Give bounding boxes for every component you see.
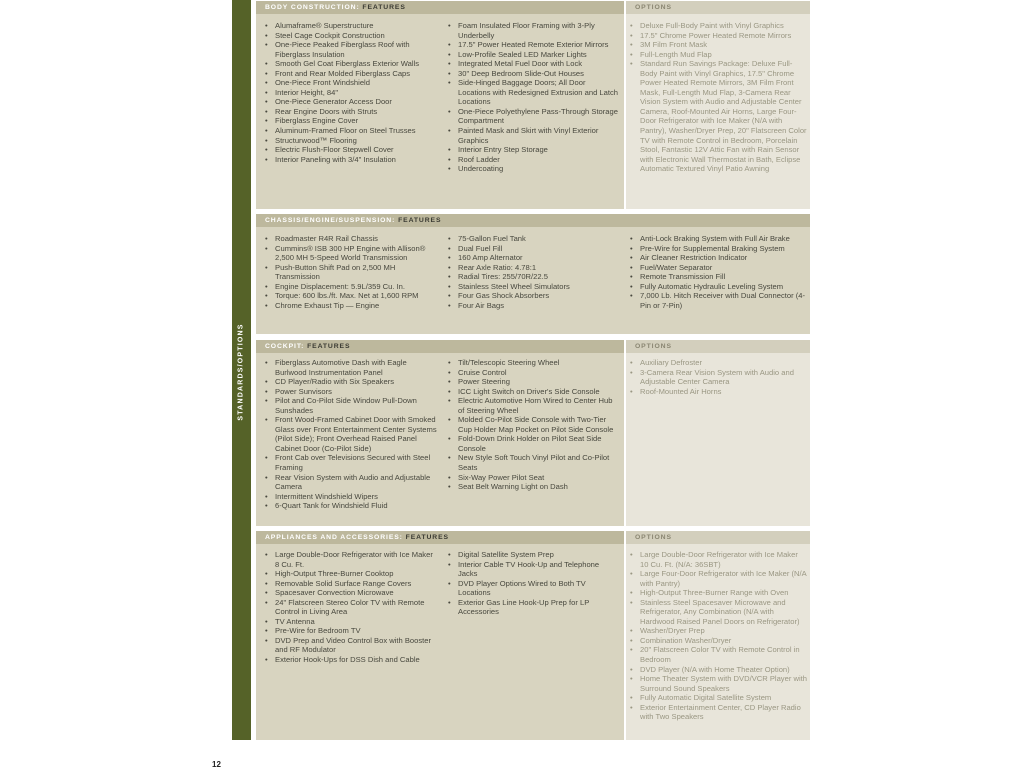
feature-item: • 160 Amp Alternator xyxy=(448,253,620,263)
option-item: • DVD Player (N/A with Home Theater Option) xyxy=(630,665,808,675)
features-list xyxy=(265,21,437,164)
feature-item: • Integrated Metal Fuel Door with Lock xyxy=(448,59,620,69)
feature-item: • 7,000 Lb. Hitch Receiver with Dual Connector (4-Pin or 7-Pin) xyxy=(630,291,808,310)
options-list xyxy=(630,550,808,722)
feature-item: • Fold-Down Drink Holder on Pilot Seat Side Console xyxy=(448,434,620,453)
options-header xyxy=(626,340,810,353)
feature-item: • Rear Vision System with Audio and Adjustable Camera xyxy=(265,473,437,492)
feature-item: • Structurwood™ Flooring xyxy=(265,136,437,146)
feature-item: • Front and Rear Molded Fiberglass Caps xyxy=(265,69,437,79)
feature-item: • High-Output Three-Burner Cooktop xyxy=(265,569,437,579)
option-item: • 3-Camera Rear Vision System with Audio and Adjustable Center Camera xyxy=(630,368,808,387)
feature-item: • One-Piece Front Windshield xyxy=(265,78,437,88)
feature-item: • 17.5" Power Heated Remote Exterior Mirrors xyxy=(448,40,620,50)
section-title: BODY CONSTRUCTION: xyxy=(265,4,360,11)
feature-item: • Fuel/Water Separator xyxy=(630,263,808,273)
feature-item: • 6-Quart Tank for Windshield Fluid xyxy=(265,501,437,511)
feature-item: • 75-Gallon Fuel Tank xyxy=(448,234,620,244)
options-label: OPTIONS xyxy=(635,4,672,11)
feature-item: • Pre-Wire for Supplemental Braking System xyxy=(630,244,808,254)
feature-item: • Pilot and Co-Pilot Side Window Pull-Down Sunshades xyxy=(265,396,437,415)
feature-item: • Exterior Hook-Ups for DSS Dish and Cable xyxy=(265,655,437,665)
feature-item: • Air Cleaner Restriction Indicator xyxy=(630,253,808,263)
feature-item: • Cruise Control xyxy=(448,368,620,378)
option-item: • Combination Washer/Dryer xyxy=(630,636,808,646)
options-list xyxy=(630,358,808,396)
feature-item: • Steel Cage Cockpit Construction xyxy=(265,31,437,41)
option-item: • 20" Flatscreen Color TV with Remote Control in Bedroom xyxy=(630,645,808,664)
feature-item: • Anti-Lock Braking System with Full Air Brake xyxy=(630,234,808,244)
feature-item: • Aluminum-Framed Floor on Steel Trusses xyxy=(265,126,437,136)
feature-item: • Alumaframe® Superstructure xyxy=(265,21,437,31)
feature-item: • Roof Ladder xyxy=(448,155,620,165)
section-chassis xyxy=(256,214,810,334)
section-body-construction xyxy=(256,1,810,209)
feature-item: • Rear Engine Doors with Struts xyxy=(265,107,437,117)
feature-item: • Interior Entry Step Storage xyxy=(448,145,620,155)
option-item: • Deluxe Full-Body Paint with Vinyl Graphics xyxy=(630,21,808,31)
feature-item: • Interior Paneling with 3/4" Insulation xyxy=(265,155,437,165)
feature-item: • Painted Mask and Skirt with Vinyl Exterior Graphics xyxy=(448,126,620,145)
features-list xyxy=(630,234,808,310)
feature-item: • Intermittent Windshield Wipers xyxy=(265,492,437,502)
feature-item: • Engine Displacement: 5.9L/359 Cu. In. xyxy=(265,282,437,292)
feature-item: • One-Piece Polyethylene Pass-Through Storage Compartment xyxy=(448,107,620,126)
feature-item: • Cummins® ISB 300 HP Engine with Allison® 2,500 MH 5-Speed World Transmission xyxy=(265,244,437,263)
features-list xyxy=(448,234,620,310)
option-item: • Fully Automatic Digital Satellite System xyxy=(630,693,808,703)
features-list xyxy=(265,550,437,665)
options-header xyxy=(626,531,810,544)
option-item: • Large Double-Door Refrigerator with Ice Maker 10 Cu. Ft. (N/A: 36SBT) xyxy=(630,550,808,569)
feature-item: • Interior Cable TV Hook-Up and Telephone Jacks xyxy=(448,560,620,579)
features-label: FEATURES xyxy=(405,534,449,541)
feature-item: • Chrome Exhaust Tip — Engine xyxy=(265,301,437,311)
feature-item: • Interior Height, 84" xyxy=(265,88,437,98)
feature-item: • Seat Belt Warning Light on Dash xyxy=(448,482,620,492)
feature-item: • Dual Fuel Fill xyxy=(448,244,620,254)
feature-item: • Molded Co-Pilot Side Console with Two-Tier Cup Holder Map Pocket on Pilot Side Console xyxy=(448,415,620,434)
feature-item: • TV Antenna xyxy=(265,617,437,627)
feature-item: • Low-Profile Sealed LED Marker Lights xyxy=(448,50,620,60)
sidebar-label: STANDARDS/OPTIONS xyxy=(237,323,245,421)
features-label: FEATURES xyxy=(362,4,406,11)
options-header xyxy=(626,1,810,14)
feature-item: • Radial Tires: 255/70R/22.5 xyxy=(448,272,620,282)
feature-item: • Remote Transmission Fill xyxy=(630,272,808,282)
feature-item: • Six-Way Power Pilot Seat xyxy=(448,473,620,483)
feature-item: • Spacesaver Convection Microwave xyxy=(265,588,437,598)
option-item: • Full-Length Mud Flap xyxy=(630,50,808,60)
section-header xyxy=(256,1,624,14)
feature-item: • CD Player/Radio with Six Speakers xyxy=(265,377,437,387)
feature-item: • Removable Solid Surface Range Covers xyxy=(265,579,437,589)
features-list xyxy=(448,358,620,492)
section-header xyxy=(256,214,810,227)
option-item: • Roof-Mounted Air Horns xyxy=(630,387,808,397)
section-cockpit xyxy=(256,340,810,526)
feature-item: • Digital Satellite System Prep xyxy=(448,550,620,560)
feature-item: • Large Double-Door Refrigerator with Ice Maker 8 Cu. Ft. xyxy=(265,550,437,569)
features-list xyxy=(448,21,620,174)
section-appliances xyxy=(256,531,810,740)
feature-item: • Front Wood-Framed Cabinet Door with Smoked Glass over Front Entertainment Center Systems (Pilot Side); Front Overhead Raised Panel Cabinet Door (Co-Pilot Side) xyxy=(265,415,437,453)
features-list xyxy=(448,550,620,617)
option-item: • Standard Run Savings Package: Deluxe Full-Body Paint with Vinyl Graphics, 17.5" Chrome Power Heated Remote Mirrors, 3M Film Front Mask, Full-Length Mud Flap, 3-Camera Rear Vision System with Audio and Adjustable Center Camera, Roof-Mounted Air Horns, Large Four-Door Refrigerator with Ice Maker (N/A with Pantry), Washer/Dryer Prep, 20" Flatscreen Color TV with Remote Control in Bedroom, Porcelain Stool, Fantastic 12V Attic Fan with Rain Sensor with Electronic Wall Thermostat in Bath, Eclipse Automatic Textured Vinyl Patio Awning xyxy=(630,59,808,174)
feature-item: • 24" Flatscreen Stereo Color TV with Remote Control in Living Area xyxy=(265,598,437,617)
section-title: COCKPIT: xyxy=(265,343,305,350)
option-item: • Stainless Steel Spacesaver Microwave and Refrigerator, Any Combination (N/A with Hardwood Raised Panel Doors on Refrigerator) xyxy=(630,598,808,627)
feature-item: • Push-Button Shift Pad on 2,500 MH Transmission xyxy=(265,263,437,282)
features-list xyxy=(265,358,437,511)
features-label: FEATURES xyxy=(398,217,442,224)
option-item: • Exterior Entertainment Center, CD Player Radio with Two Speakers xyxy=(630,703,808,722)
option-item: • Auxiliary Defroster xyxy=(630,358,808,368)
feature-item: • New Style Soft Touch Vinyl Pilot and Co-Pilot Seats xyxy=(448,453,620,472)
page-number: 12 xyxy=(212,760,221,769)
feature-item: • Front Cab over Televisions Secured with Steel Framing xyxy=(265,453,437,472)
feature-item: • One-Piece Generator Access Door xyxy=(265,97,437,107)
feature-item: • DVD Prep and Video Control Box with Booster and RF Modulator xyxy=(265,636,437,655)
feature-item: • Smooth Gel Coat Fiberglass Exterior Walls xyxy=(265,59,437,69)
section-title: APPLIANCES AND ACCESSORIES: xyxy=(265,534,403,541)
feature-item: • Fully Automatic Hydraulic Leveling System xyxy=(630,282,808,292)
feature-item: • Rear Axle Ratio: 4.78:1 xyxy=(448,263,620,273)
feature-item: • Torque: 600 lbs./ft. Max. Net at 1,600 RPM xyxy=(265,291,437,301)
feature-item: • Power Steering xyxy=(448,377,620,387)
options-list xyxy=(630,21,808,174)
feature-item: • 30" Deep Bedroom Slide-Out Houses xyxy=(448,69,620,79)
feature-item: • Four Gas Shock Absorbers xyxy=(448,291,620,301)
features-label: FEATURES xyxy=(307,343,351,350)
options-label: OPTIONS xyxy=(635,343,672,350)
features-list xyxy=(265,234,437,310)
option-item: • Large Four-Door Refrigerator with Ice Maker (N/A with Pantry) xyxy=(630,569,808,588)
section-header xyxy=(256,531,624,544)
feature-item: • Roadmaster R4R Rail Chassis xyxy=(265,234,437,244)
feature-item: • Foam Insulated Floor Framing with 3-Ply Underbelly xyxy=(448,21,620,40)
options-label: OPTIONS xyxy=(635,534,672,541)
feature-item: • Fiberglass Engine Cover xyxy=(265,116,437,126)
feature-item: • Undercoating xyxy=(448,164,620,174)
section-header xyxy=(256,340,624,353)
feature-item: • Electric Flush-Floor Stepwell Cover xyxy=(265,145,437,155)
feature-item: • Tilt/Telescopic Steering Wheel xyxy=(448,358,620,368)
feature-item: • DVD Player Options Wired to Both TV Locations xyxy=(448,579,620,598)
feature-item: • Electric Automotive Horn Wired to Center Hub of Steering Wheel xyxy=(448,396,620,415)
section-title: CHASSIS/ENGINE/SUSPENSION: xyxy=(265,217,396,224)
option-item: • 17.5" Chrome Power Heated Remote Mirrors xyxy=(630,31,808,41)
option-item: • 3M Film Front Mask xyxy=(630,40,808,50)
option-item: • Washer/Dryer Prep xyxy=(630,626,808,636)
feature-item: • Four Air Bags xyxy=(448,301,620,311)
feature-item: • Pre-Wire for Bedroom TV xyxy=(265,626,437,636)
feature-item: • ICC Light Switch on Driver's Side Console xyxy=(448,387,620,397)
feature-item: • Fiberglass Automotive Dash with Eagle Burlwood Instrumentation Panel xyxy=(265,358,437,377)
option-item: • High-Output Three-Burner Range with Oven xyxy=(630,588,808,598)
feature-item: • Side-Hinged Baggage Doors; All Door Locations with Redesigned Extrusion and Latch Locations xyxy=(448,78,620,107)
feature-item: • One-Piece Peaked Fiberglass Roof with Fiberglass Insulation xyxy=(265,40,437,59)
feature-item: • Exterior Gas Line Hook-Up Prep for LP Accessories xyxy=(448,598,620,617)
feature-item: • Power Sunvisors xyxy=(265,387,437,397)
option-item: • Home Theater System with DVD/VCR Player with Surround Sound Speakers xyxy=(630,674,808,693)
feature-item: • Stainless Steel Wheel Simulators xyxy=(448,282,620,292)
